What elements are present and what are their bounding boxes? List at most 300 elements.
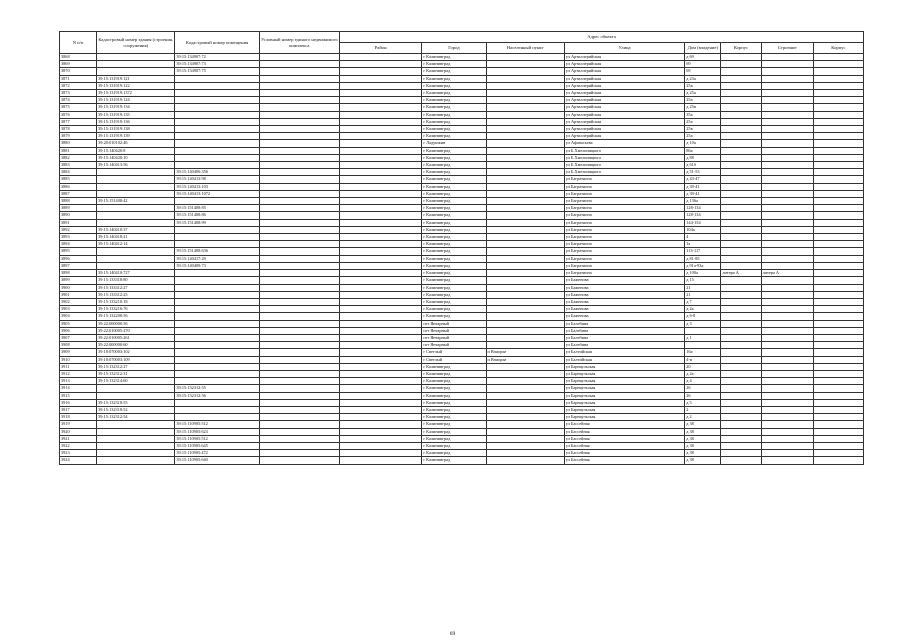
cell-row-no: 3908 bbox=[60, 342, 97, 349]
cell-unified-number bbox=[259, 421, 339, 428]
cell-unified-number bbox=[259, 219, 339, 226]
cell-kvartal bbox=[813, 198, 863, 205]
cell-row-no: 3869 bbox=[60, 61, 97, 68]
cell-unified-number bbox=[259, 147, 339, 154]
cell-cadastral-building: 39:15:140420:10 bbox=[97, 154, 175, 161]
table-row bbox=[60, 399, 864, 406]
cell-cadastral-room: 39:15:151408:99 bbox=[175, 219, 259, 226]
cell-city: г Калининград bbox=[422, 298, 486, 305]
cell-street: ул Барнаульская bbox=[564, 414, 684, 421]
cell-kvartal bbox=[813, 241, 863, 248]
cell-building bbox=[761, 133, 813, 140]
cell-district bbox=[340, 442, 422, 449]
cell-row-no: 3881 bbox=[60, 147, 97, 154]
cell-cadastral-building: 39:15:131919:138 bbox=[97, 126, 175, 133]
cell-cadastral-room bbox=[175, 277, 259, 284]
table-body bbox=[60, 54, 864, 465]
cell-city: г Калининград bbox=[422, 205, 486, 212]
cell-row-no: 3924 bbox=[60, 457, 97, 464]
table-row bbox=[60, 450, 864, 457]
cell-district bbox=[340, 140, 422, 147]
cell-kvartal bbox=[813, 442, 863, 449]
cell-street: ул Артиллерийская bbox=[564, 126, 684, 133]
cell-cadastral-room bbox=[175, 140, 259, 147]
cell-korpus bbox=[721, 147, 761, 154]
table-row bbox=[60, 356, 864, 363]
cell-district bbox=[340, 284, 422, 291]
cell-cadastral-building: 39:15:131919:1372 bbox=[97, 90, 175, 97]
cell-settlement bbox=[486, 414, 564, 421]
cell-city: г Калининград bbox=[422, 270, 486, 277]
cell-settlement bbox=[486, 126, 564, 133]
cell-cadastral-building bbox=[97, 262, 175, 269]
cell-row-no: 3888 bbox=[60, 198, 97, 205]
header-address: Адрес объекта bbox=[340, 32, 864, 43]
cell-cadastral-room bbox=[175, 378, 259, 385]
cell-house: д 100а bbox=[685, 270, 721, 277]
cell-house: 20 bbox=[685, 363, 721, 370]
cell-kvartal bbox=[813, 154, 863, 161]
cell-building bbox=[761, 442, 813, 449]
cell-building: литера А bbox=[761, 270, 813, 277]
cell-street: ул Артиллерийская bbox=[564, 133, 684, 140]
cell-row-no: 3923 bbox=[60, 450, 97, 457]
cell-settlement bbox=[486, 334, 564, 341]
cell-cadastral-room bbox=[175, 75, 259, 82]
cell-row-no: 3883 bbox=[60, 162, 97, 169]
cell-unified-number bbox=[259, 320, 339, 327]
cell-city: пгт Янтарный bbox=[422, 342, 486, 349]
cell-house: 16а bbox=[685, 349, 721, 356]
cell-row-no: 3874 bbox=[60, 97, 97, 104]
cell-korpus bbox=[721, 226, 761, 233]
cell-settlement bbox=[486, 133, 564, 140]
cell-district bbox=[340, 147, 422, 154]
cell-settlement bbox=[486, 363, 564, 370]
cell-korpus bbox=[721, 190, 761, 197]
cell-cadastral-room: 39:15:151408:636 bbox=[175, 248, 259, 255]
cell-settlement bbox=[486, 140, 564, 147]
cell-street: ул Балебина bbox=[564, 334, 684, 341]
cell-district bbox=[340, 75, 422, 82]
cell-settlement bbox=[486, 234, 564, 241]
header-district: Район bbox=[340, 43, 422, 54]
cell-building bbox=[761, 349, 813, 356]
table-row bbox=[60, 327, 864, 334]
cell-house: д 81-85 bbox=[685, 255, 721, 262]
cell-street: ул Багратиона bbox=[564, 270, 684, 277]
cell-unified-number bbox=[259, 356, 339, 363]
cell-street: ул Артиллерийская bbox=[564, 54, 684, 61]
cell-cadastral-building bbox=[97, 428, 175, 435]
cell-korpus bbox=[721, 111, 761, 118]
cell-city: г Калининград bbox=[422, 277, 486, 284]
cell-district bbox=[340, 104, 422, 111]
cell-street: ул Б.Хмельницкого bbox=[564, 154, 684, 161]
cell-building bbox=[761, 406, 813, 413]
cell-house: д 61б bbox=[685, 162, 721, 169]
cell-cadastral-building: 39:18:070003:102 bbox=[97, 349, 175, 356]
cell-cadastral-building: 39:15:131919:122 bbox=[97, 82, 175, 89]
cell-korpus bbox=[721, 356, 761, 363]
table-row bbox=[60, 68, 864, 75]
cell-korpus bbox=[721, 306, 761, 313]
cell-settlement bbox=[486, 262, 564, 269]
cell-building bbox=[761, 320, 813, 327]
cell-district bbox=[340, 298, 422, 305]
cell-cadastral-room bbox=[175, 356, 259, 363]
cell-street: ул Барнаульская bbox=[564, 399, 684, 406]
cell-house: д 2 bbox=[685, 414, 721, 421]
cell-settlement bbox=[486, 320, 564, 327]
cell-kvartal bbox=[813, 421, 863, 428]
table-row bbox=[60, 219, 864, 226]
cell-korpus bbox=[721, 248, 761, 255]
cell-house: 26 bbox=[685, 392, 721, 399]
cell-kvartal bbox=[813, 205, 863, 212]
cell-building bbox=[761, 421, 813, 428]
cell-row-no: 3890 bbox=[60, 212, 97, 219]
cell-city: г Калининград bbox=[422, 399, 486, 406]
cell-city: пгт Янтарный bbox=[422, 334, 486, 341]
cell-street: ул Багратиона bbox=[564, 226, 684, 233]
cell-city: г Калининград bbox=[422, 61, 486, 68]
cell-city: г Калининград bbox=[422, 226, 486, 233]
cell-cadastral-room bbox=[175, 90, 259, 97]
cell-cadastral-room bbox=[175, 126, 259, 133]
cell-row-no: 3905 bbox=[60, 320, 97, 327]
cell-kvartal bbox=[813, 219, 863, 226]
cell-building bbox=[761, 356, 813, 363]
cell-street: ул Бассейная bbox=[564, 435, 684, 442]
cell-cadastral-building: 39:22:000000:56 bbox=[97, 320, 175, 327]
cell-cadastral-room bbox=[175, 198, 259, 205]
cell-kvartal bbox=[813, 133, 863, 140]
cell-unified-number bbox=[259, 385, 339, 392]
cell-settlement bbox=[486, 298, 564, 305]
cell-settlement bbox=[486, 75, 564, 82]
cell-unified-number bbox=[259, 111, 339, 118]
cell-row-no: 3889 bbox=[60, 205, 97, 212]
cell-kvartal bbox=[813, 75, 863, 82]
cell-street: ул Барнаульская bbox=[564, 392, 684, 399]
cell-row-no: 3917 bbox=[60, 406, 97, 413]
table-row bbox=[60, 176, 864, 183]
cell-house: 144-154 bbox=[685, 219, 721, 226]
cell-row-no: 3913 bbox=[60, 378, 97, 385]
cell-cadastral-room bbox=[175, 133, 259, 140]
cell-kvartal bbox=[813, 457, 863, 464]
cell-kvartal bbox=[813, 90, 863, 97]
table-row bbox=[60, 349, 864, 356]
cell-district bbox=[340, 133, 422, 140]
cell-district bbox=[340, 183, 422, 190]
cell-house: 25а bbox=[685, 118, 721, 125]
cell-unified-number bbox=[259, 234, 339, 241]
cell-district bbox=[340, 190, 422, 197]
cell-korpus bbox=[721, 450, 761, 457]
cell-korpus bbox=[721, 399, 761, 406]
cell-district bbox=[340, 385, 422, 392]
cell-cadastral-room bbox=[175, 291, 259, 298]
cell-settlement bbox=[486, 212, 564, 219]
cell-cadastral-building: 39:15:133216:76 bbox=[97, 306, 175, 313]
cell-settlement bbox=[486, 176, 564, 183]
cell-unified-number bbox=[259, 61, 339, 68]
cell-settlement bbox=[486, 421, 564, 428]
cell-settlement bbox=[486, 198, 564, 205]
cell-row-no: 3919 bbox=[60, 421, 97, 428]
page-number: 69 bbox=[449, 631, 456, 637]
cell-building bbox=[761, 68, 813, 75]
cell-cadastral-building: 39:15:131919:124 bbox=[97, 97, 175, 104]
cell-street: ул Багратиона bbox=[564, 205, 684, 212]
cell-district bbox=[340, 54, 422, 61]
cell-building bbox=[761, 313, 813, 320]
cell-cadastral-building bbox=[97, 442, 175, 449]
cell-city: г Калининград bbox=[422, 392, 486, 399]
cell-cadastral-building: 39:15:140413:56 bbox=[97, 162, 175, 169]
cell-cadastral-room: 39:15:140417:29 bbox=[175, 255, 259, 262]
cell-korpus bbox=[721, 219, 761, 226]
cell-cadastral-room: 39:15:110905:623 bbox=[175, 428, 259, 435]
cell-row-no: 3903 bbox=[60, 306, 97, 313]
cell-city: г Калининград bbox=[422, 421, 486, 428]
cell-building bbox=[761, 118, 813, 125]
table-row bbox=[60, 385, 864, 392]
cell-row-no: 3868 bbox=[60, 54, 97, 61]
cell-house: д 2а bbox=[685, 370, 721, 377]
cell-korpus bbox=[721, 82, 761, 89]
cell-building bbox=[761, 248, 813, 255]
cell-district bbox=[340, 176, 422, 183]
cell-row-no: 3921 bbox=[60, 435, 97, 442]
cell-cadastral-building: 39:15:133312:27 bbox=[97, 284, 175, 291]
cell-korpus bbox=[721, 421, 761, 428]
cell-row-no: 3885 bbox=[60, 176, 97, 183]
cell-building bbox=[761, 90, 813, 97]
cell-house: д 39-41 bbox=[685, 183, 721, 190]
cell-building bbox=[761, 111, 813, 118]
cell-cadastral-room bbox=[175, 226, 259, 233]
cell-korpus bbox=[721, 442, 761, 449]
cell-korpus bbox=[721, 349, 761, 356]
cell-korpus bbox=[721, 385, 761, 392]
cell-city: г Калининград bbox=[422, 198, 486, 205]
cell-korpus bbox=[721, 320, 761, 327]
cell-settlement bbox=[486, 97, 564, 104]
cell-cadastral-room: 39:15:110905:512 bbox=[175, 435, 259, 442]
cell-district bbox=[340, 234, 422, 241]
cell-city: г Калининград bbox=[422, 385, 486, 392]
cell-house: д 25а bbox=[685, 90, 721, 97]
cell-street: ул Бассейная bbox=[564, 428, 684, 435]
cell-unified-number bbox=[259, 169, 339, 176]
cell-building bbox=[761, 370, 813, 377]
cell-cadastral-building bbox=[97, 212, 175, 219]
cell-district bbox=[340, 342, 422, 349]
cell-unified-number bbox=[259, 270, 339, 277]
cell-unified-number bbox=[259, 54, 339, 61]
header-kvartal: Корпус bbox=[813, 43, 863, 54]
cell-settlement bbox=[486, 406, 564, 413]
cell-cadastral-room: 39:15:110905:640 bbox=[175, 457, 259, 464]
cell-row-no: 3894 bbox=[60, 241, 97, 248]
cell-cadastral-room bbox=[175, 270, 259, 277]
cell-city: г Калининград bbox=[422, 248, 486, 255]
cell-house: д 1 bbox=[685, 334, 721, 341]
cell-row-no: 3914 bbox=[60, 385, 97, 392]
table-row bbox=[60, 457, 864, 464]
cell-korpus bbox=[721, 392, 761, 399]
cell-unified-number bbox=[259, 248, 339, 255]
table-row bbox=[60, 284, 864, 291]
table-row bbox=[60, 126, 864, 133]
table-row bbox=[60, 90, 864, 97]
table-row bbox=[60, 212, 864, 219]
cell-row-no: 3904 bbox=[60, 313, 97, 320]
cell-cadastral-room: 39:15:132312:55 bbox=[175, 385, 259, 392]
table-row bbox=[60, 421, 864, 428]
cell-cadastral-room bbox=[175, 306, 259, 313]
cell-district bbox=[340, 169, 422, 176]
cell-district bbox=[340, 97, 422, 104]
cell-street: ул Барнаульская bbox=[564, 370, 684, 377]
table-row bbox=[60, 248, 864, 255]
cell-row-no: 3909 bbox=[60, 349, 97, 356]
cell-city: г Калининград bbox=[422, 406, 486, 413]
cell-building bbox=[761, 198, 813, 205]
cell-house: д 38 bbox=[685, 421, 721, 428]
cell-korpus bbox=[721, 234, 761, 241]
cell-street: ул Артиллерийская bbox=[564, 82, 684, 89]
cell-row-no: 3882 bbox=[60, 154, 97, 161]
cell-kvartal bbox=[813, 104, 863, 111]
cell-building bbox=[761, 190, 813, 197]
cell-row-no: 3896 bbox=[60, 255, 97, 262]
cell-cadastral-room bbox=[175, 104, 259, 111]
cell-building bbox=[761, 298, 813, 305]
cell-district bbox=[340, 262, 422, 269]
cell-building bbox=[761, 342, 813, 349]
cell-unified-number bbox=[259, 190, 339, 197]
cell-district bbox=[340, 248, 422, 255]
cell-unified-number bbox=[259, 226, 339, 233]
cell-unified-number bbox=[259, 90, 339, 97]
cell-city: г Калининград bbox=[422, 75, 486, 82]
table-row bbox=[60, 306, 864, 313]
table-row bbox=[60, 298, 864, 305]
cell-district bbox=[340, 392, 422, 399]
table-row bbox=[60, 435, 864, 442]
cell-unified-number bbox=[259, 428, 339, 435]
cell-district bbox=[340, 154, 422, 161]
cell-house: д 88 bbox=[685, 154, 721, 161]
cell-settlement bbox=[486, 111, 564, 118]
cell-korpus bbox=[721, 435, 761, 442]
cell-city: г Калининград bbox=[422, 118, 486, 125]
table-row bbox=[60, 104, 864, 111]
cell-row-no: 3878 bbox=[60, 126, 97, 133]
cell-kvartal bbox=[813, 270, 863, 277]
cell-city: г Калининград bbox=[422, 378, 486, 385]
cell-cadastral-room: 39:15:140413:98 bbox=[175, 176, 259, 183]
cell-district bbox=[340, 118, 422, 125]
cell-cadastral-building: 39:15:133318:80 bbox=[97, 277, 175, 284]
cell-house: д 10а bbox=[685, 140, 721, 147]
table-row bbox=[60, 255, 864, 262]
cell-unified-number bbox=[259, 406, 339, 413]
cell-district bbox=[340, 450, 422, 457]
cell-district bbox=[340, 349, 422, 356]
cell-row-no: 3911 bbox=[60, 363, 97, 370]
cell-house: д 38 bbox=[685, 450, 721, 457]
cell-cadastral-room: 39:15:134907:72 bbox=[175, 54, 259, 61]
cell-house: 21 bbox=[685, 284, 721, 291]
cell-settlement bbox=[486, 378, 564, 385]
cell-korpus bbox=[721, 414, 761, 421]
cell-kvartal bbox=[813, 378, 863, 385]
cell-district bbox=[340, 90, 422, 97]
cell-city: г Калининград bbox=[422, 291, 486, 298]
cell-kvartal bbox=[813, 162, 863, 169]
cell-city: г Калининград bbox=[422, 147, 486, 154]
cell-cadastral-building: 39:15:140412:14 bbox=[97, 241, 175, 248]
cell-cadastral-building bbox=[97, 219, 175, 226]
cell-kvartal bbox=[813, 226, 863, 233]
cell-cadastral-room bbox=[175, 342, 259, 349]
cell-district bbox=[340, 198, 422, 205]
cell-house: д 38 bbox=[685, 435, 721, 442]
cell-settlement bbox=[486, 54, 564, 61]
cell-row-no: 3870 bbox=[60, 68, 97, 75]
cell-street: ул Б.Хмельницкого bbox=[564, 147, 684, 154]
cell-settlement bbox=[486, 241, 564, 248]
cell-cadastral-building bbox=[97, 255, 175, 262]
cell-unified-number bbox=[259, 198, 339, 205]
cell-city: г Калининград bbox=[422, 162, 486, 169]
cell-house: д 23а bbox=[685, 75, 721, 82]
cell-kvartal bbox=[813, 414, 863, 421]
cell-cadastral-building bbox=[97, 68, 175, 75]
cell-cadastral-room bbox=[175, 349, 259, 356]
cell-district bbox=[340, 162, 422, 169]
cell-korpus bbox=[721, 378, 761, 385]
cell-row-no: 3900 bbox=[60, 284, 97, 291]
table-row bbox=[60, 370, 864, 377]
cell-building bbox=[761, 334, 813, 341]
table-row bbox=[60, 442, 864, 449]
cell-building bbox=[761, 378, 813, 385]
cell-row-no: 3915 bbox=[60, 392, 97, 399]
cell-district bbox=[340, 428, 422, 435]
cell-building bbox=[761, 61, 813, 68]
cell-city: г Светлый bbox=[422, 356, 486, 363]
cell-cadastral-room bbox=[175, 399, 259, 406]
cell-cadastral-building bbox=[97, 450, 175, 457]
cell-district bbox=[340, 111, 422, 118]
cell-building bbox=[761, 327, 813, 334]
cell-cadastral-room: 39:15:140413:103 bbox=[175, 183, 259, 190]
cell-settlement bbox=[486, 82, 564, 89]
cell-cadastral-room bbox=[175, 234, 259, 241]
cell-street: ул Багратиона bbox=[564, 248, 684, 255]
cell-row-no: 3898 bbox=[60, 270, 97, 277]
cell-cadastral-building: 39:15:132208:56 bbox=[97, 313, 175, 320]
cell-kvartal bbox=[813, 428, 863, 435]
cell-unified-number bbox=[259, 442, 339, 449]
cell-city: г Калининград bbox=[422, 126, 486, 133]
